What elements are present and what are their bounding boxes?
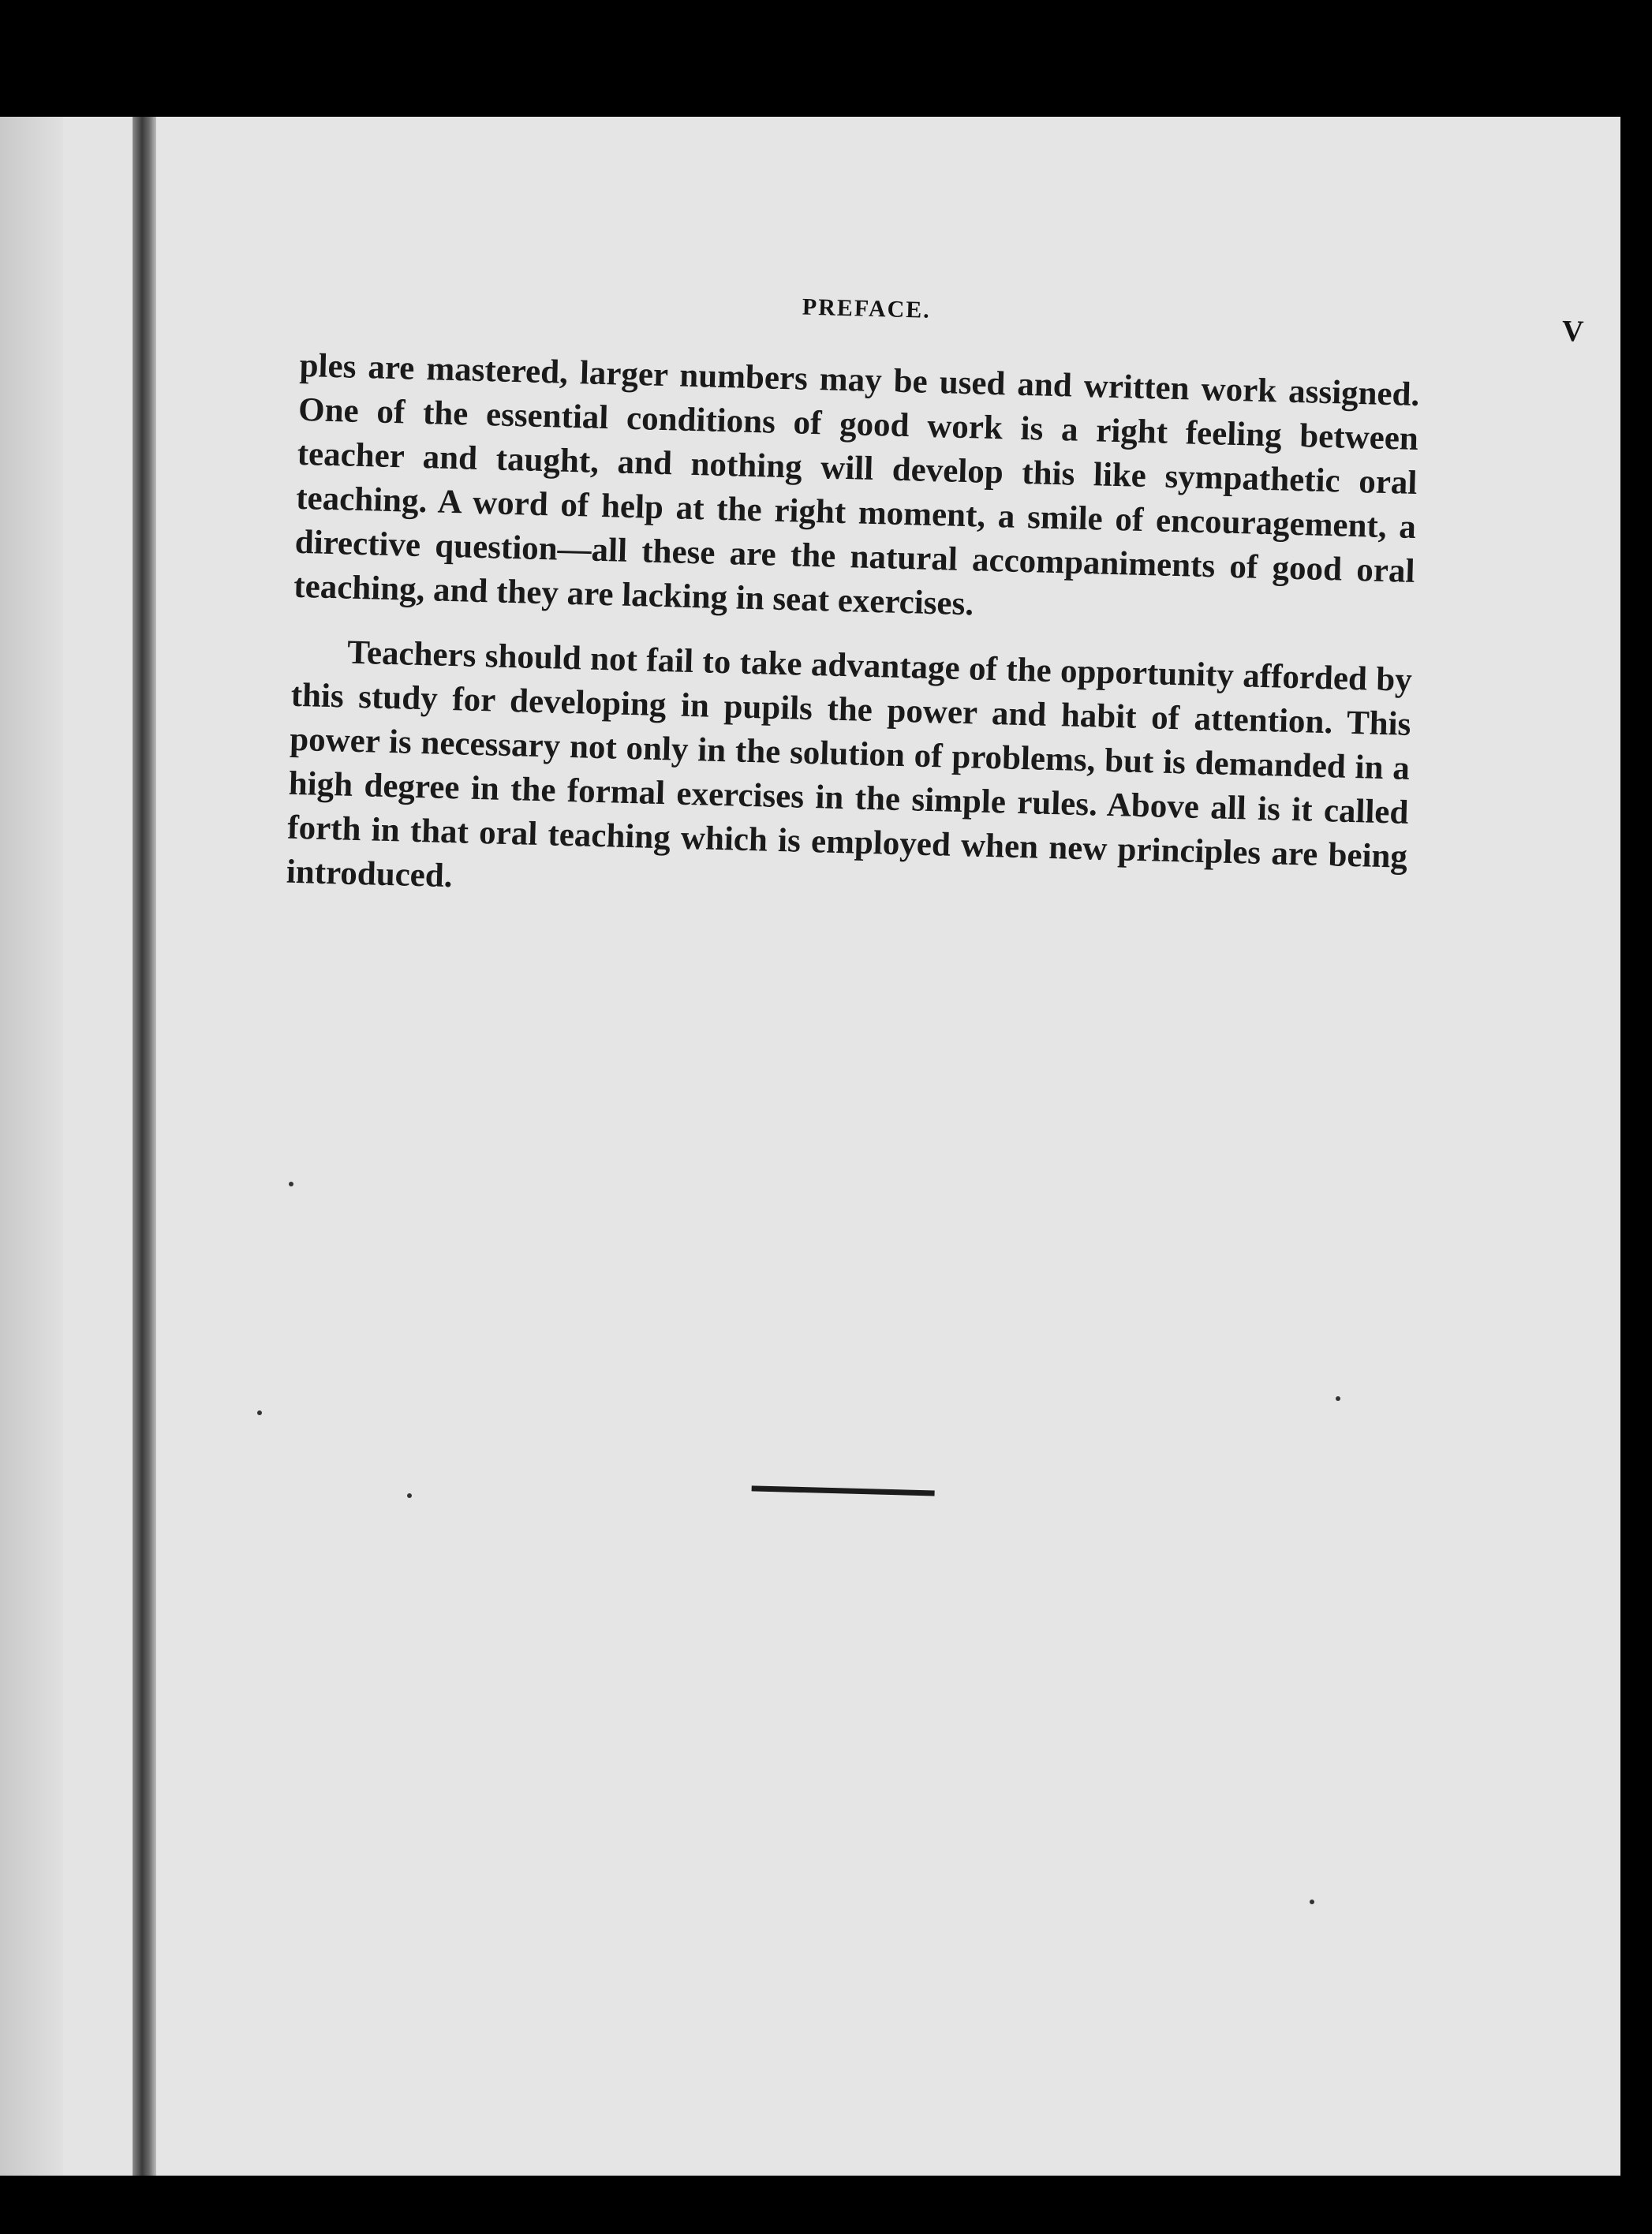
paragraph-1: ples are mastered, larger numbers may be used and written work assigned. One of the essential conditions of good work is a right feeling between teacher and taught, and nothing will develop this like sympathetic oral teaching. A word of help at the right moment, a smile of encouragement, a directive question—all these are the natural accompaniments of good oral teaching, and they are lacking in seat exercises. xyxy=(293,346,1420,623)
scan-speck xyxy=(257,1410,262,1415)
book-page xyxy=(156,117,1620,2176)
scan-speck xyxy=(1336,1396,1340,1401)
scan-speck xyxy=(407,1493,412,1498)
running-title: PREFACE. xyxy=(802,293,932,323)
end-rule xyxy=(752,1485,935,1496)
book-spine xyxy=(133,117,156,2176)
scan-speck xyxy=(289,1182,293,1186)
scan-speck xyxy=(1310,1900,1314,1904)
page-content xyxy=(252,117,1592,2209)
page-number: V xyxy=(1561,314,1584,349)
body-text xyxy=(286,344,1420,944)
left-page-edge xyxy=(0,117,63,2176)
paragraph-2: Teachers should not fail to take advantage of the opportunity afforded by this study for developing in pupils the power and habit of attention. This power is necessary not only in the solution of problems, but is demanded in a high degree in the formal exercises in the simple rules. Above all is it called forth in that oral teaching which is employed when new principles are being introduced. xyxy=(286,633,1413,895)
